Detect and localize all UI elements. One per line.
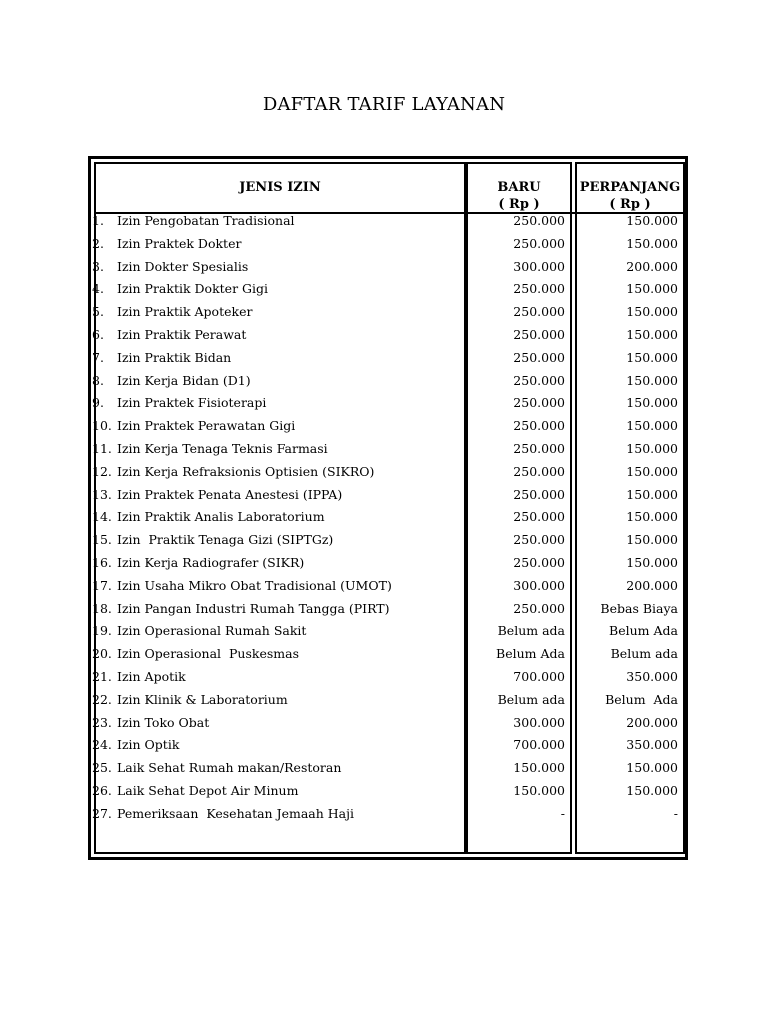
row-number: 13. xyxy=(92,486,112,502)
row-baru: 250.000 xyxy=(513,213,565,228)
row-name: Izin Praktek Fisioterapi xyxy=(117,395,267,411)
row-baru: 250.000 xyxy=(513,463,565,479)
row-name: Izin Praktek Dokter xyxy=(117,235,242,251)
row-perpanjang: 150.000 xyxy=(626,782,678,798)
table-row xyxy=(92,806,682,829)
row-number: 20. xyxy=(92,646,112,662)
table-row xyxy=(92,737,682,760)
row-number: 8. xyxy=(92,372,104,388)
table-row xyxy=(92,350,682,373)
row-name: Laik Sehat Rumah makan/Restoran xyxy=(117,760,342,776)
row-baru: 250.000 xyxy=(513,554,565,570)
row-name: Pemeriksaan Kesehatan Jemaah Haji xyxy=(117,805,354,821)
table-row xyxy=(92,555,682,578)
row-baru: 300.000 xyxy=(513,714,565,730)
table-row xyxy=(92,418,682,441)
row-baru: 250.000 xyxy=(513,372,565,388)
row-perpanjang: 350.000 xyxy=(626,737,678,753)
header-perpanjang-unit: ( Rp ) xyxy=(609,197,651,212)
row-number: 12. xyxy=(92,463,112,479)
row-name: Izin Kerja Refraksionis Optisien (SIKRO) xyxy=(117,463,375,479)
row-perpanjang: 150.000 xyxy=(626,235,678,251)
row-name: Laik Sehat Depot Air Minum xyxy=(117,782,299,798)
row-name: Izin Praktik Analis Laboratorium xyxy=(117,509,325,525)
row-name: Izin Praktik Apoteker xyxy=(117,304,253,320)
row-perpanjang: 150.000 xyxy=(626,440,678,456)
table-row xyxy=(92,259,682,282)
row-number: 24. xyxy=(92,737,112,753)
row-perpanjang: 350.000 xyxy=(626,668,678,684)
row-baru: 150.000 xyxy=(513,782,565,798)
table-row xyxy=(92,578,682,601)
table-row xyxy=(92,509,682,532)
row-baru: 150.000 xyxy=(513,760,565,776)
row-baru: 250.000 xyxy=(513,486,565,502)
row-number: 1. xyxy=(92,213,104,228)
row-number: 22. xyxy=(92,691,112,707)
header-baru-unit: ( Rp ) xyxy=(498,197,540,212)
table-row xyxy=(92,646,682,669)
row-number: 15. xyxy=(92,532,112,548)
row-perpanjang: 150.000 xyxy=(626,760,678,776)
row-baru: 250.000 xyxy=(513,235,565,251)
header-baru xyxy=(468,179,570,213)
row-number: 4. xyxy=(92,281,104,297)
row-name: Izin Praktik Dokter Gigi xyxy=(117,281,269,297)
row-baru: 250.000 xyxy=(513,304,565,320)
row-perpanjang: 150.000 xyxy=(626,281,678,297)
table-row xyxy=(92,669,682,692)
row-name: Izin Optik xyxy=(117,737,180,753)
row-perpanjang: 150.000 xyxy=(626,418,678,434)
row-number: 7. xyxy=(92,349,104,365)
row-name: Izin Usaha Mikro Obat Tradisional (UMOT) xyxy=(117,577,392,593)
header-baru-label: BARU xyxy=(497,180,541,195)
row-baru: 250.000 xyxy=(513,600,565,616)
row-number: 21. xyxy=(92,668,112,684)
table-row xyxy=(92,236,682,259)
row-baru: 700.000 xyxy=(513,668,565,684)
row-baru: Belum ada xyxy=(497,623,565,639)
row-number: 26. xyxy=(92,782,112,798)
row-name: Izin Kerja Radiografer (SIKR) xyxy=(117,554,305,570)
row-perpanjang: 200.000 xyxy=(626,258,678,274)
row-baru: Belum ada xyxy=(497,691,565,707)
row-baru: 250.000 xyxy=(513,509,565,525)
row-perpanjang: 150.000 xyxy=(626,486,678,502)
header-perpanjang-label: PERPANJANG xyxy=(579,180,681,195)
row-perpanjang: 150.000 xyxy=(626,304,678,320)
row-baru: 250.000 xyxy=(513,532,565,548)
row-number: 14. xyxy=(92,509,112,525)
row-baru: 250.000 xyxy=(513,281,565,297)
row-number: 19. xyxy=(92,623,112,639)
row-perpanjang: 150.000 xyxy=(626,326,678,342)
row-perpanjang: Belum ada xyxy=(610,646,678,662)
row-number: 9. xyxy=(92,395,104,411)
row-number: 5. xyxy=(92,304,104,320)
row-number: 16. xyxy=(92,554,112,570)
row-number: 2. xyxy=(92,235,104,251)
row-baru: - xyxy=(560,805,565,821)
row-name: Izin Apotik xyxy=(117,668,186,684)
table-body xyxy=(92,213,682,829)
row-baru: 300.000 xyxy=(513,258,565,274)
row-name: Izin Praktek Penata Anestesi (IPPA) xyxy=(117,486,343,502)
row-baru: 250.000 xyxy=(513,349,565,365)
row-perpanjang: 200.000 xyxy=(626,714,678,730)
row-number: 18. xyxy=(92,600,112,616)
table-row xyxy=(92,441,682,464)
row-name: Izin Pengobatan Tradisional xyxy=(117,213,295,228)
row-name: Izin Pangan Industri Rumah Tangga (PIRT) xyxy=(117,600,390,616)
row-baru: Belum Ada xyxy=(496,646,565,662)
row-number: 23. xyxy=(92,714,112,730)
row-name: Izin Kerja Tenaga Teknis Farmasi xyxy=(117,440,328,456)
row-number: 3. xyxy=(92,258,104,274)
row-baru: 700.000 xyxy=(513,737,565,753)
table-row xyxy=(92,395,682,418)
table-row xyxy=(92,304,682,327)
row-number: 25. xyxy=(92,760,112,776)
page-title: DAFTAR TARIF LAYANAN xyxy=(262,94,506,115)
row-perpanjang: Belum Ada xyxy=(609,623,678,639)
row-name: Izin Kerja Bidan (D1) xyxy=(117,372,251,388)
row-perpanjang: 150.000 xyxy=(626,395,678,411)
row-name: Izin Operasional Rumah Sakit xyxy=(117,623,307,639)
row-perpanjang: 150.000 xyxy=(626,372,678,388)
table-row xyxy=(92,601,682,624)
row-name: Izin Praktek Perawatan Gigi xyxy=(117,418,296,434)
row-name: Izin Praktik Bidan xyxy=(117,349,232,365)
table-row xyxy=(92,464,682,487)
row-number: 6. xyxy=(92,326,104,342)
row-perpanjang: Bebas Biaya xyxy=(600,600,678,616)
row-perpanjang: 200.000 xyxy=(626,577,678,593)
table-row xyxy=(92,373,682,396)
table-row xyxy=(92,623,682,646)
row-name: Izin Praktik Tenaga Gizi (SIPTGz) xyxy=(117,532,334,548)
table-row xyxy=(92,692,682,715)
row-perpanjang: - xyxy=(673,805,678,821)
row-perpanjang: 150.000 xyxy=(626,554,678,570)
table-row xyxy=(92,760,682,783)
header-jenis-izin: JENIS IZIN xyxy=(239,180,321,195)
row-number: 10. xyxy=(92,418,112,434)
row-name: Izin Klinik & Laboratorium xyxy=(117,691,288,707)
table-row xyxy=(92,783,682,806)
table-row xyxy=(92,532,682,555)
row-name: Izin Dokter Spesialis xyxy=(117,258,249,274)
row-name: Izin Operasional Puskesmas xyxy=(117,646,299,662)
row-perpanjang: 150.000 xyxy=(626,463,678,479)
table-row xyxy=(92,327,682,350)
row-baru: 250.000 xyxy=(513,440,565,456)
row-baru: 250.000 xyxy=(513,326,565,342)
row-baru: 250.000 xyxy=(513,395,565,411)
row-name: Izin Toko Obat xyxy=(117,714,210,730)
row-number: 27. xyxy=(92,805,112,821)
row-baru: 300.000 xyxy=(513,577,565,593)
table-row xyxy=(92,281,682,304)
row-perpanjang: 150.000 xyxy=(626,509,678,525)
row-perpanjang: Belum Ada xyxy=(605,691,678,707)
row-number: 17. xyxy=(92,577,112,593)
table-row xyxy=(92,213,682,236)
row-baru: 250.000 xyxy=(513,418,565,434)
header-perpanjang xyxy=(577,179,683,213)
row-number: 11. xyxy=(92,440,112,456)
table-row xyxy=(92,715,682,738)
table-row xyxy=(92,487,682,510)
row-perpanjang: 150.000 xyxy=(626,349,678,365)
row-perpanjang: 150.000 xyxy=(626,532,678,548)
row-name: Izin Praktik Perawat xyxy=(117,326,247,342)
row-perpanjang: 150.000 xyxy=(626,213,678,228)
